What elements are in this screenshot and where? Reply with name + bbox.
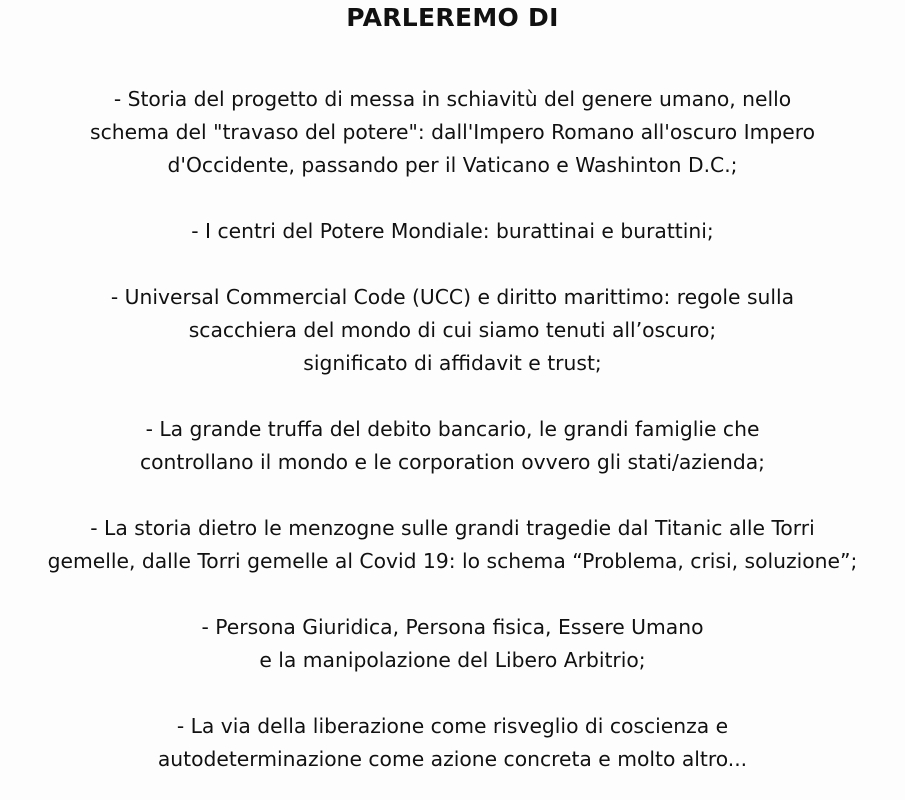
topic-line: - Persona Giuridica, Persona fisica, Essere Umano [201, 615, 704, 639]
topic-item [8, 710, 897, 776]
topic-line: schema del "travaso del potere": dall'Impero Romano all'oscuro Impero [90, 120, 815, 144]
topic-line: d'Occidente, passando per il Vaticano e Washinton D.C.; [167, 153, 738, 177]
topic-item [8, 83, 897, 182]
topic-line: - La via della liberazione come risveglio di coscienza e [176, 714, 729, 738]
topic-line: - Storia del progetto di messa in schiavitù del genere umano, nello [113, 87, 792, 111]
topic-item [8, 281, 897, 380]
topic-line: significato di affidavit e trust; [303, 351, 602, 375]
topic-item [8, 611, 897, 677]
topic-line: - Universal Commercial Code (UCC) e diritto marittimo: regole sulla [110, 285, 795, 309]
topic-line: - La storia dietro le menzogne sulle grandi tragedie dal Titanic alle Torri [90, 516, 815, 540]
topic-line: - La grande truffa del debito bancario, le grandi famiglie che [145, 417, 760, 441]
topic-line: controllano il mondo e le corporation ovvero gli stati/azienda; [139, 450, 766, 474]
topic-line: autodeterminazione come azione concreta e molto altro... [157, 747, 748, 771]
topic-line: scacchiera del mondo di cui siamo tenuti all’oscuro; [188, 318, 717, 342]
topic-item [8, 215, 897, 248]
topic-line: gemelle, dalle Torri gemelle al Covid 19: lo schema “Problema, crisi, soluzione”; [47, 549, 858, 573]
topic-line: - I centri del Potere Mondiale: burattinai e burattini; [191, 219, 714, 243]
topic-list [8, 83, 897, 776]
topic-item [8, 512, 897, 578]
page-title: PARLEREMO DI [346, 3, 559, 32]
topic-item [8, 413, 897, 479]
topic-line: e la manipolazione del Libero Arbitrio; [259, 648, 646, 672]
